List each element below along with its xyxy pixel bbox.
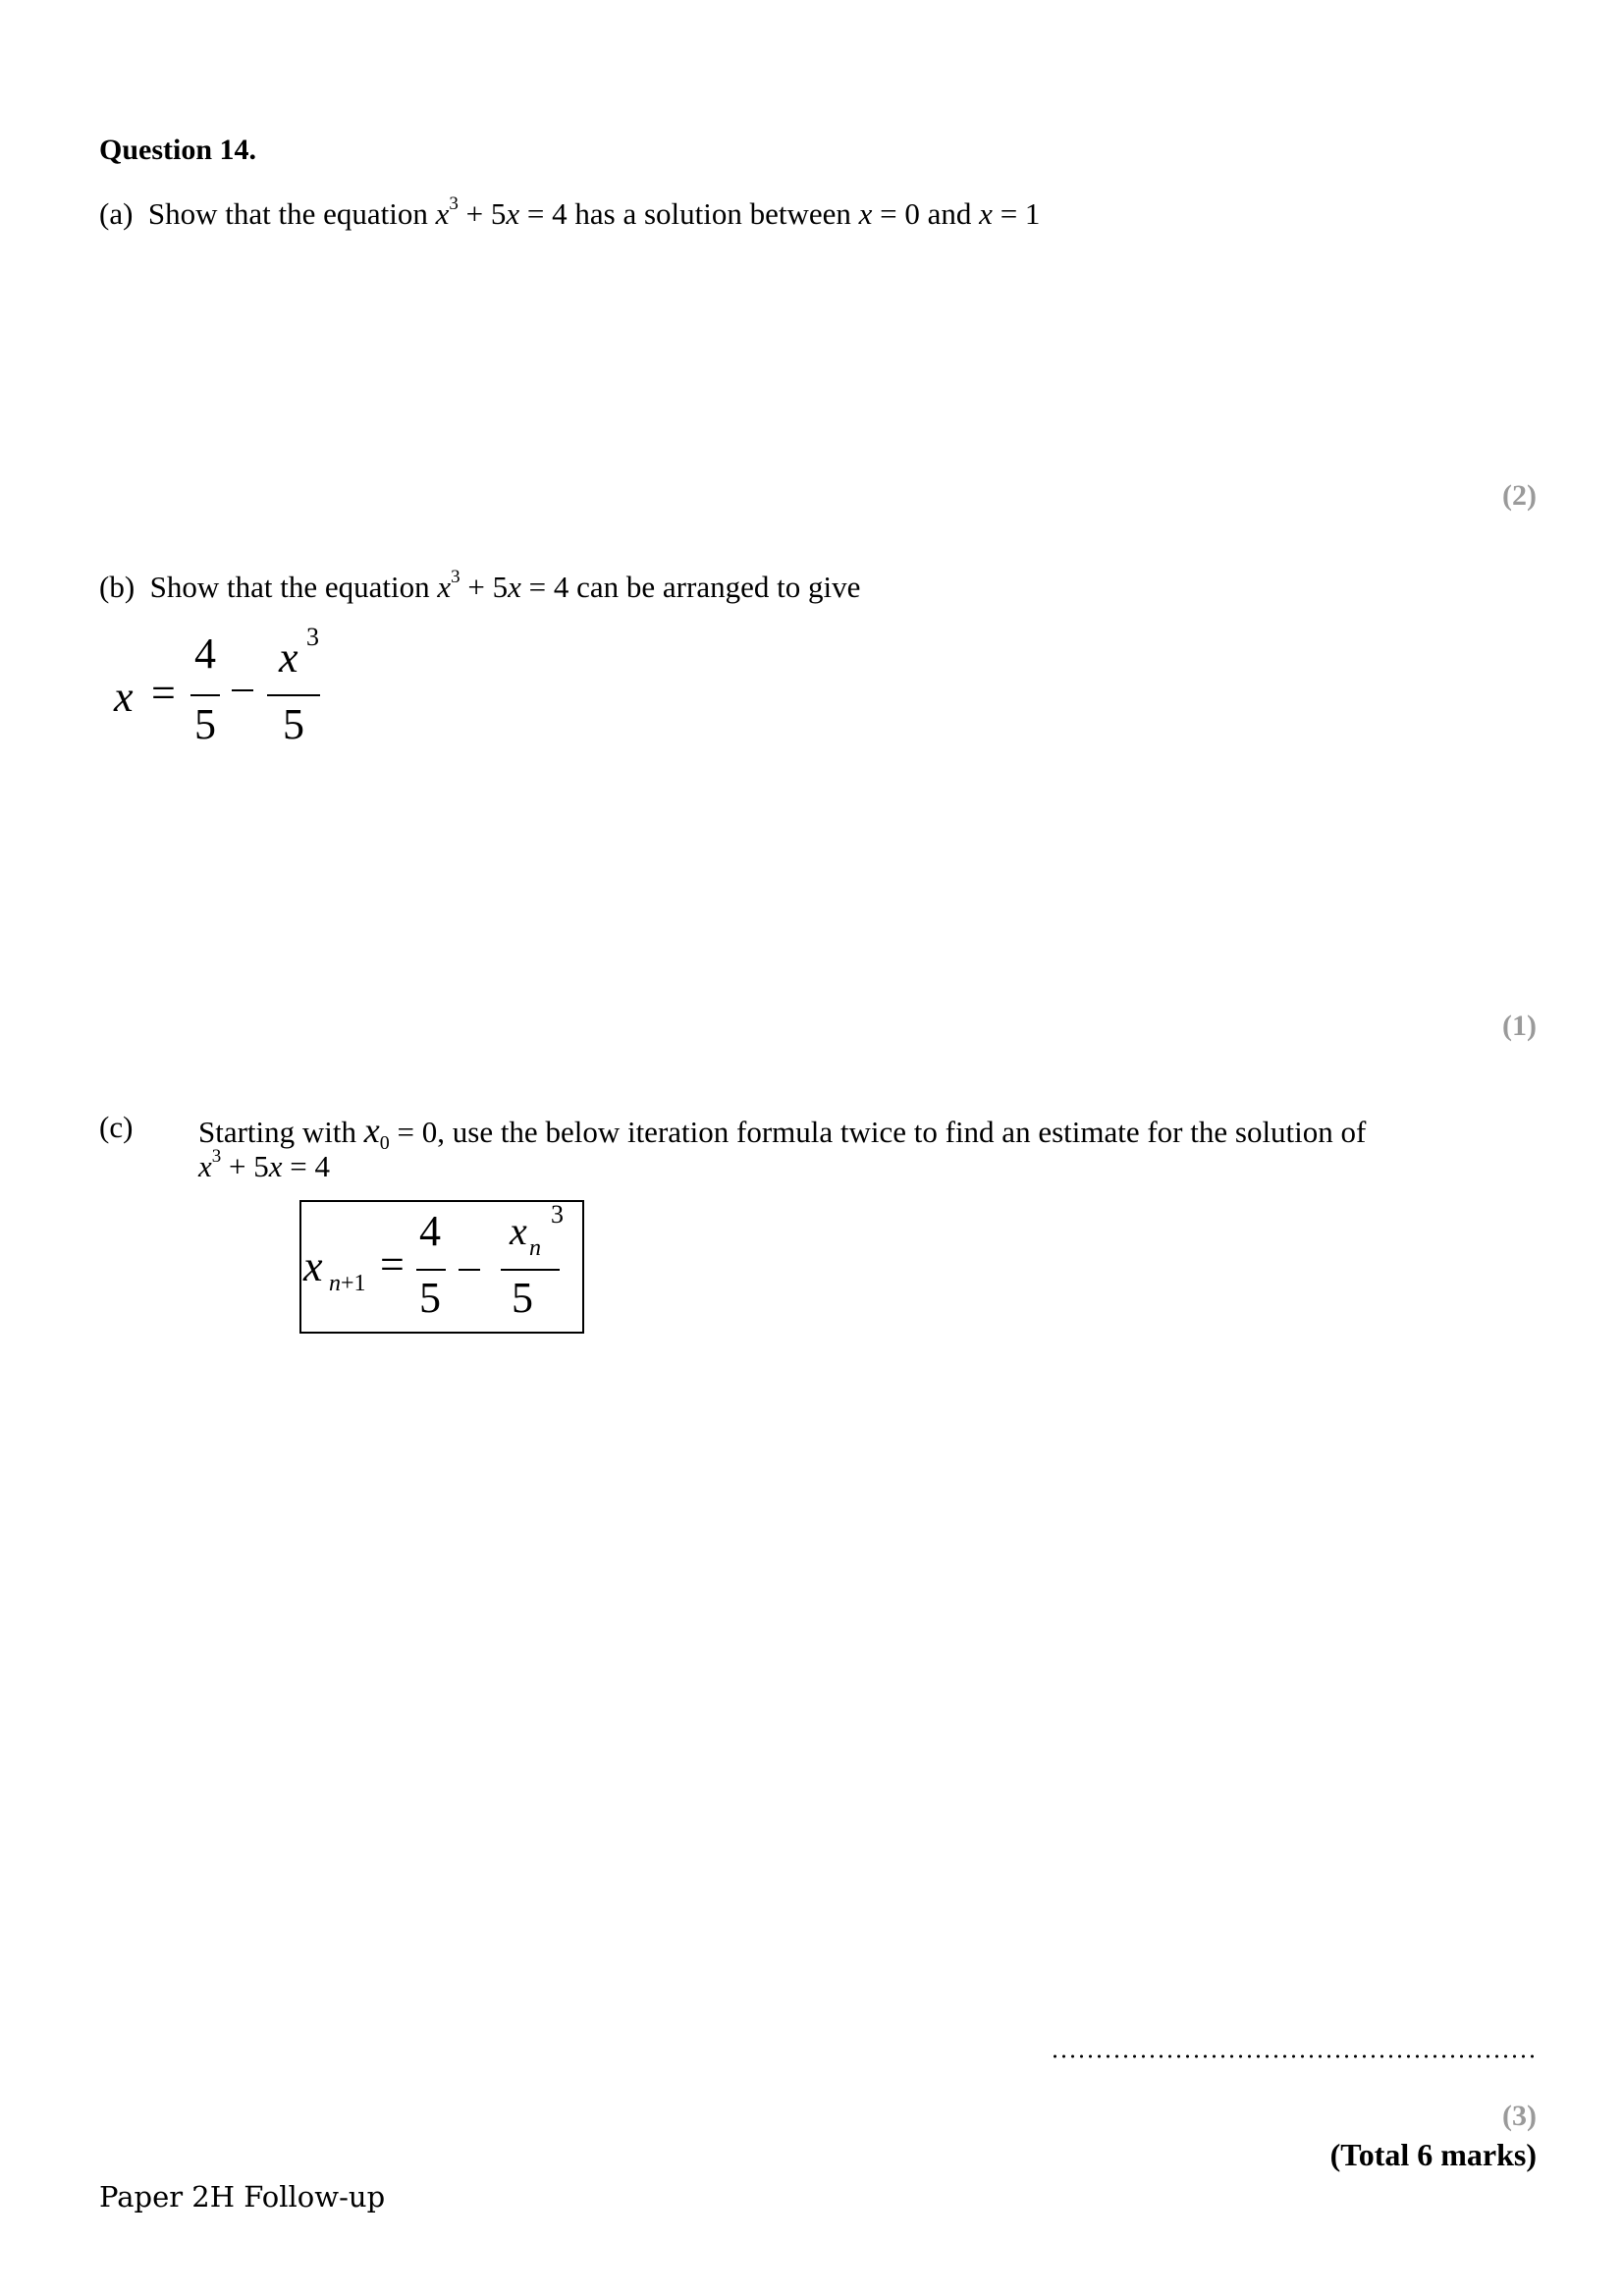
- footer-paper-label: Paper 2H Follow-up: [99, 2180, 386, 2214]
- iteration-formula-box: x n+1 = 4 5 x n 3 5: [299, 1200, 584, 1334]
- part-b-label: (b): [99, 570, 135, 604]
- fraction-bar: [501, 1269, 560, 1271]
- part-a-prompt: (a) Show that the equation $x^3 + 5x = 4$ has a solution between x = 0 and x = 1: [99, 192, 1041, 231]
- fraction-bar: [190, 694, 220, 696]
- part-c-prompt-line2: $x^3 + 5x = 4$: [198, 1145, 330, 1183]
- part-c-marks: (3): [1502, 2100, 1537, 2132]
- part-b-prompt: (b) Show that the equation $x^3 + 5x = 4$ can be arranged to give: [99, 566, 861, 604]
- part-a-label: (a): [99, 196, 134, 231]
- total-marks: (Total 6 marks): [1329, 2137, 1537, 2172]
- fraction-bar: [416, 1269, 446, 1271]
- answer-line[interactable]: [1051, 2054, 1537, 2058]
- minus-sign: [459, 1269, 480, 1271]
- part-c-prompt: Starting with $x_0 = 0$, use the below iteration formula twice to find an estimate for the solution of: [198, 1111, 1367, 1155]
- rearranged-formula: x = 4 5 x 3 5: [114, 623, 319, 748]
- part-b-marks: (1): [1502, 1010, 1537, 1042]
- part-a-marks: (2): [1502, 479, 1537, 512]
- minus-sign: [232, 689, 253, 691]
- part-c-label: (c): [99, 1110, 134, 1144]
- question-title: Question 14.: [99, 134, 257, 166]
- fraction-bar: [267, 694, 320, 696]
